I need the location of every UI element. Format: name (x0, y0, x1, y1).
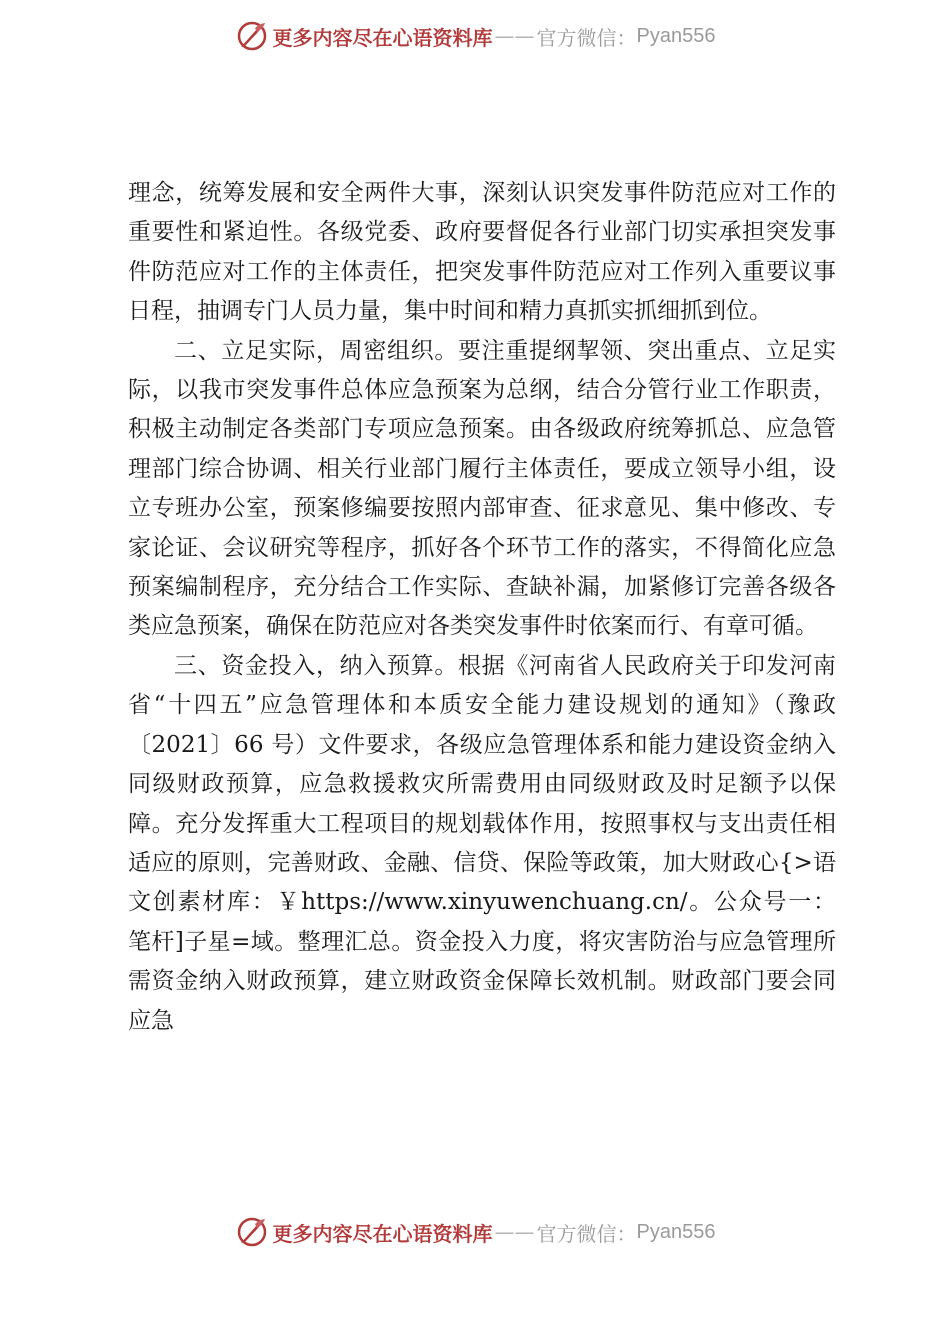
quill-logo-icon (235, 1215, 269, 1249)
banner-wechat-id: Pyan556 (636, 24, 716, 47)
banner-main-text: 更多内容尽在心语资料库 (272, 25, 493, 50)
banner-main-text: 更多内容尽在心语资料库 (272, 1221, 493, 1246)
paragraph-3: 三、资金投入，纳入预算。根据《河南省人民政府关于印发河南省“十四五”应急管理体和本质安全能力建设规划的通知》（豫政〔2021〕66 号）文件要求，各级应急管理体系和能力建设资金纳入同级财政预算，应急救援救灾所需费用由同级财政及时足额予以保障。充分发挥重大工程项目的规划载体作用，按照事权与支出责任相适应的原则，完善财政、金融、信贷、保险等政策，加大财政心{>语文创素材库：￥https://www.xinyuwenchuang.cn/。公众号一：笔杆]子星=域。整理汇总。资金投入力度，将灾害防治与应急管理所需资金纳入财政预算，建立财政资金保障长效机制。财政部门要会同应急 (128, 652, 836, 1034)
banner-wechat-id: Pyan556 (636, 1220, 716, 1243)
banner-wechat-label: 官方微信： (536, 1221, 637, 1246)
quill-logo-icon (235, 19, 269, 53)
header-watermark-banner (0, 16, 950, 56)
banner-separator: —— (494, 24, 535, 48)
banner-separator: —— (494, 1220, 535, 1244)
footer-watermark-banner (0, 1212, 950, 1252)
document-body (128, 174, 836, 1041)
banner-wechat-label: 官方微信： (536, 25, 637, 50)
paragraph-1: 理念，统筹发展和安全两件大事，深刻认识突发事件防范应对工作的重要性和紧迫性。各级党委、政府要督促各行业部门切实承担突发事件防范应对工作的主体责任，把突发事件防范应对工作列入重要议事日程，抽调专门人员力量，集中时间和精力真抓实抓细抓到位。 (128, 180, 836, 325)
paragraph-2: 二、立足实际，周密组织。要注重提纲挈领、突出重点、立足实际，以我市突发事件总体应急预案为总纲，结合分管行业工作职责，积极主动制定各类部门专项应急预案。由各级政府统筹抓总、应急管理部门综合协调、相关行业部门履行主体责任，要成立领导小组，设立专班办公室，预案修编要按照内部审查、征求意见、集中修改、专家论证、会议研究等程序，抓好各个环节工作的落实，不得简化应急预案编制程序，充分结合工作实际、查缺补漏，加紧修订完善各级各类应急预案，确保在防范应对各类突发事件时依案而行、有章可循。 (128, 337, 836, 640)
